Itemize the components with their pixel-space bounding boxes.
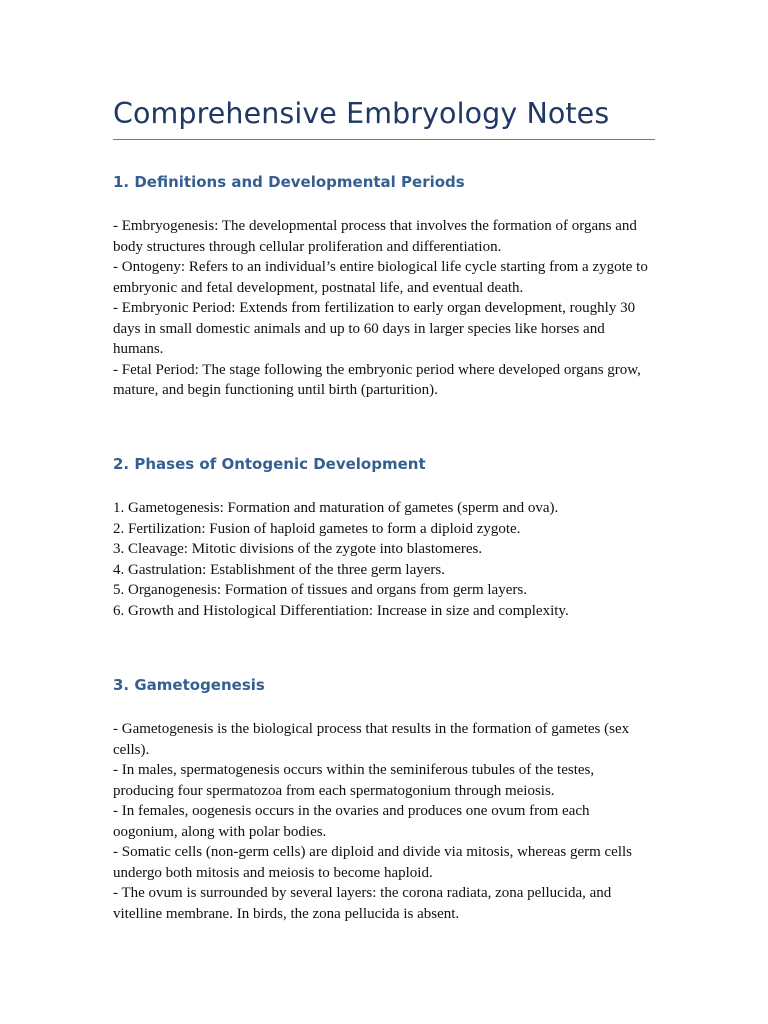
numbered-item: 1. Gametogenesis: Formation and maturation of gametes (sperm and ova). xyxy=(113,500,559,516)
bullet-item: - Somatic cells (non-germ cells) are diploid and divide via mitosis, whereas germ cells undergo both mitosis and meiosis to become haploid. xyxy=(113,844,633,881)
section-phases xyxy=(113,454,655,621)
bullet-item: - Embryonic Period: Extends from fertilization to early organ development, roughly 30 days in small domestic animals and up to 60 days in larger species like horses and humans. xyxy=(113,300,636,357)
numbered-item: 2. Fertilization: Fusion of haploid gametes to form a diploid zygote. xyxy=(113,520,521,537)
bullet-item: - Gametogenesis is the biological process that results in the formation of gametes (sex cells). xyxy=(113,721,630,758)
document-title: Comprehensive Embryology Notes xyxy=(113,97,610,130)
section-heading: 1. Definitions and Developmental Periods xyxy=(113,173,465,191)
bullet-item: - Embryogenesis: The developmental process that involves the formation of organs and body structures through cellular proliferation and differentiation. xyxy=(113,218,637,255)
title-underline-rule xyxy=(113,139,655,140)
section-body xyxy=(113,719,655,924)
section-body xyxy=(113,216,655,401)
section-definitions xyxy=(113,172,655,401)
bullet-item: - In males, spermatogenesis occurs within the seminiferous tubules of the testes, producing four spermatozoa from each spermatogonium through meiosis. xyxy=(113,762,595,799)
bullet-item: - The ovum is surrounded by several layers: the corona radiata, zona pellucida, and vitelline membrane. In birds, the zona pellucida is absent. xyxy=(113,885,612,922)
numbered-item: 5. Organogenesis: Formation of tissues and organs from germ layers. xyxy=(113,582,527,598)
bullet-item: - Ontogeny: Refers to an individual’s entire biological life cycle starting from a zygote to embryonic and fetal development, postnatal life, and eventual death. xyxy=(113,259,648,296)
section-gametogenesis xyxy=(113,675,655,924)
section-heading: 3. Gametogenesis xyxy=(113,676,265,694)
section-body xyxy=(113,498,655,621)
numbered-item: 3. Cleavage: Mitotic divisions of the zygote into blastomeres. xyxy=(113,541,483,557)
bullet-item: - In females, oogenesis occurs in the ovaries and produces one ovum from each oogonium, along with polar bodies. xyxy=(113,803,590,840)
numbered-item: 4. Gastrulation: Establishment of the three germ layers. xyxy=(113,561,445,578)
numbered-item: 6. Growth and Histological Differentiation: Increase in size and complexity. xyxy=(113,602,569,619)
section-heading: 2. Phases of Ontogenic Development xyxy=(113,455,426,473)
bullet-item: - Fetal Period: The stage following the embryonic period where developed organs grow, mature, and begin functioning until birth (parturition). xyxy=(113,361,641,398)
